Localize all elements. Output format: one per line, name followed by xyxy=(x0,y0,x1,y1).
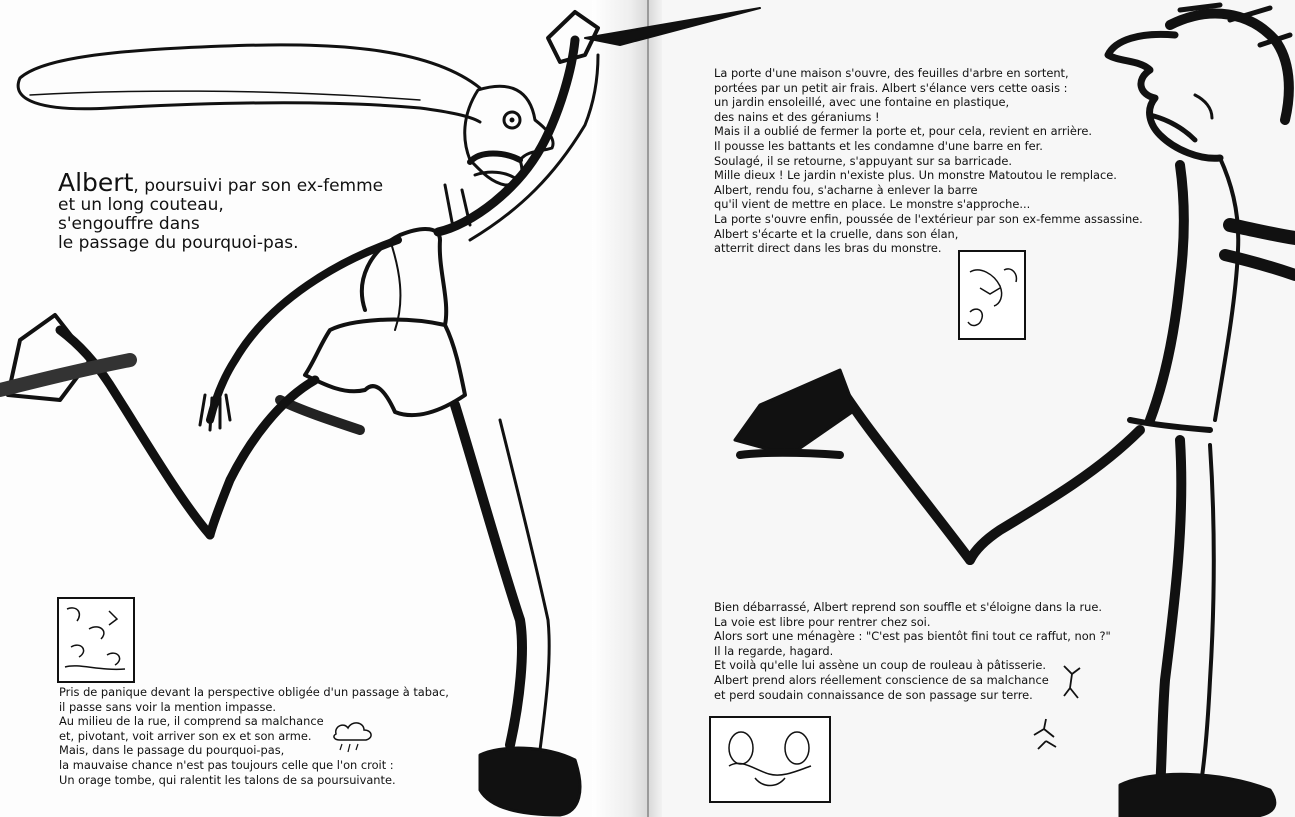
title-line-1: Albert, poursuivi par son ex-femme xyxy=(58,168,384,197)
left-bottom-paragraph xyxy=(59,685,449,787)
text-line: des nains et des géraniums ! xyxy=(714,109,880,124)
title-line-4: le passage du pourquoi-pas. xyxy=(58,233,299,253)
title-line-3: s'engouffre dans xyxy=(58,214,200,234)
text-line: Il pousse les battants et les condamne d'une barre en fer. xyxy=(714,138,1043,153)
text-line: Albert prend alors réellement conscience de sa malchance xyxy=(714,672,1049,687)
text-line: La porte s'ouvre enfin, poussée de l'extérieur par son ex-femme assassine. xyxy=(714,211,1143,226)
text-line: atterrit direct dans les bras du monstre. xyxy=(714,241,942,256)
text-line: Albert, rendu fou, s'acharne à enlever la barre xyxy=(714,182,978,197)
text-line: un jardin ensoleillé, avec une fontaine en plastique, xyxy=(714,95,1010,110)
text-line: Bien débarrassé, Albert reprend son souffle et s'éloigne dans la rue. xyxy=(714,600,1103,614)
vignette-housewife-panel xyxy=(709,716,831,803)
text-line: Il la regarde, hagard. xyxy=(714,643,834,658)
text-line: La voie est libre pour rentrer chez soi. xyxy=(714,614,931,629)
text-line: Un orage tombe, qui ralentit les talons de sa poursuivante. xyxy=(59,772,396,787)
title-line-2: et un long couteau, xyxy=(58,195,224,215)
chapter-title xyxy=(58,168,384,253)
text-line: Mais il a oublié de fermer la porte et, pour cela, revient en arrière. xyxy=(714,124,1092,139)
right-top-paragraph xyxy=(714,66,1143,256)
tiles-sketch-icon xyxy=(59,599,133,681)
text-line: qu'il vient de mettre en place. Le monstre s'approche... xyxy=(714,197,1031,212)
text-line: Mille dieux ! Le jardin n'existe plus. Un monstre Matoutou le remplace. xyxy=(714,168,1117,183)
small-figure-sketch-icon-2 xyxy=(1028,715,1062,753)
text-line: Mais, dans le passage du pourquoi-pas, xyxy=(59,743,285,758)
vignette-monster-panel xyxy=(958,250,1026,340)
text-line: portées par un petit air frais. Albert s'élance vers cette oasis : xyxy=(714,80,1068,95)
text-line: Au milieu de la rue, il comprend sa malchance xyxy=(59,714,324,729)
title-name: Albert xyxy=(58,168,134,197)
text-line: Et voilà qu'elle lui assène un coup de rouleau à pâtisserie. xyxy=(714,658,1046,673)
text-line: Pris de panique devant la perspective obligée d'un passage à tabac, xyxy=(59,685,449,699)
text-line: et, pivotant, voit arriver son ex et son arme. xyxy=(59,728,312,743)
right-bottom-paragraph xyxy=(714,600,1111,702)
text-line: Albert s'écarte et la cruelle, dans son élan, xyxy=(714,226,959,241)
vignette-tiled-panel xyxy=(57,597,135,683)
text-line: Soulagé, il se retourne, s'appuyant sur sa barricade. xyxy=(714,153,1012,168)
text-line: il passe sans voir la mention impasse. xyxy=(59,699,277,714)
housewife-sketch-icon xyxy=(711,718,829,801)
text-line: la mauvaise chance n'est pas toujours celle que l'on croit : xyxy=(59,757,394,772)
text-line: et perd soudain connaissance de son passage sur terre. xyxy=(714,687,1033,702)
text-line: Alors sort une ménagère : "C'est pas bientôt fini tout ce raffut, non ?" xyxy=(714,629,1111,644)
monster-sketch-icon xyxy=(960,252,1024,338)
text-line: La porte d'une maison s'ouvre, des feuilles d'arbre en sortent, xyxy=(714,66,1069,80)
